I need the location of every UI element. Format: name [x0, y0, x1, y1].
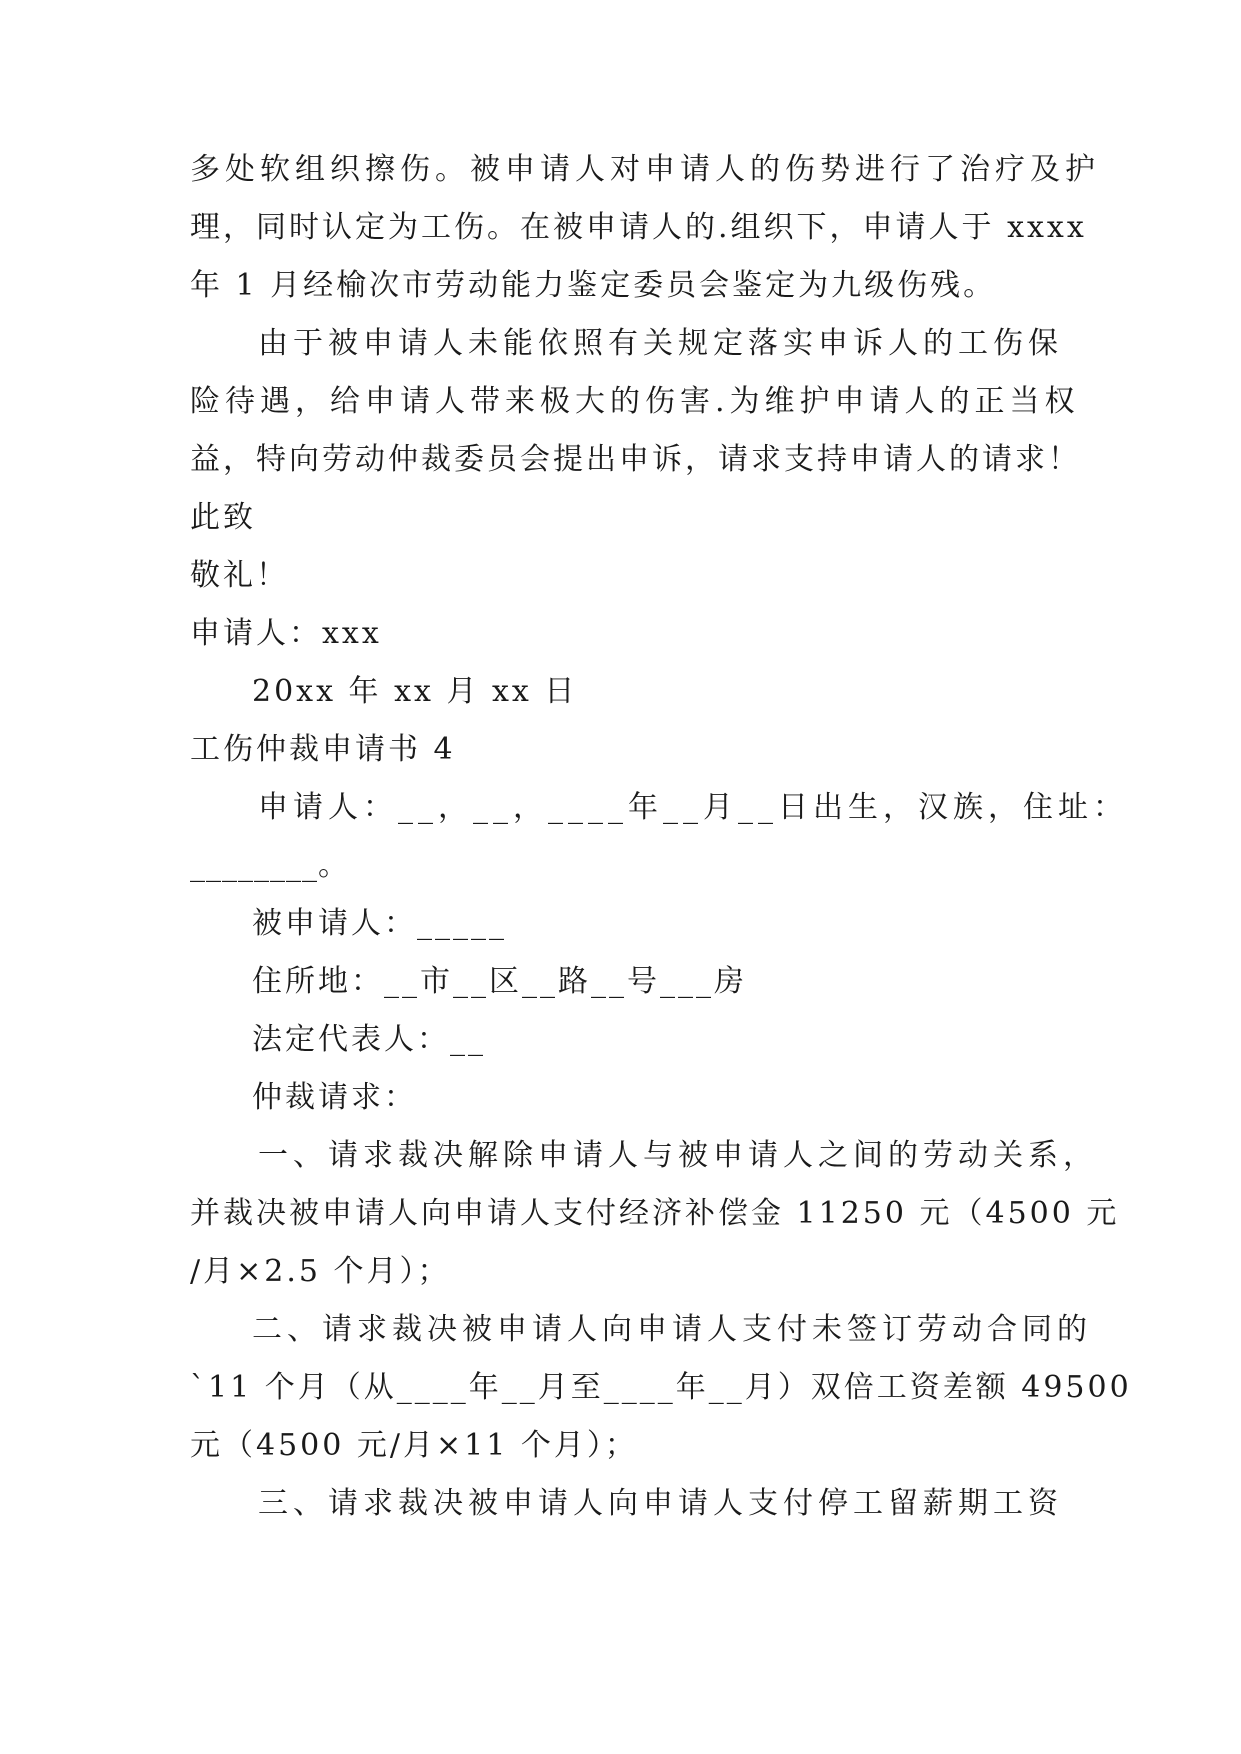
claim-2-line-1: 二、请求裁决被申请人向申请人支付未签订劳动合同的 [252, 1312, 1092, 1347]
text-line-1: 多处软组织擦伤。被申请人对申请人的伤势进行了治疗及护 [190, 152, 1100, 187]
signature-applicant: 申请人：xxx [190, 616, 382, 651]
closing-line-1: 此致 [190, 500, 256, 535]
legal-representative: 法定代表人：__ [252, 1022, 486, 1057]
text-line-2: 理，同时认定为工伤。在被申请人的.组织下，申请人于 xxxx [190, 210, 1087, 245]
respondent-address: 住所地：__市__区__路__号___房 [252, 964, 747, 999]
text-line-4: 由于被申请人未能依照有关规定落实申诉人的工伤保 [258, 326, 1063, 361]
claims-heading: 仲裁请求： [252, 1080, 417, 1115]
text-line-5: 险待遇，给申请人带来极大的伤害.为维护申请人的正当权 [190, 384, 1080, 419]
claim-2-line-3: 元（4500 元/月×11 个月）； [190, 1428, 638, 1463]
claim-3-line-1: 三、请求裁决被申请人向申请人支付停工留薪期工资 [258, 1486, 1063, 1521]
closing-line-2: 敬礼！ [190, 558, 289, 593]
section-title: 工伤仲裁申请书 4 [190, 732, 456, 767]
claim-1-line-3: /月×2.5 个月）； [190, 1254, 451, 1289]
claim-1-line-2: 并裁决被申请人向申请人支付经济补偿金 11250 元（4500 元 [190, 1196, 1120, 1231]
claim-1-line-1: 一、请求裁决解除申请人与被申请人之间的劳动关系， [258, 1138, 1098, 1173]
text-line-6: 益，特向劳动仲裁委员会提出申诉，请求支持申请人的请求！ [190, 442, 1081, 477]
signature-date: 20xx 年 xx 月 xx 日 [252, 674, 578, 709]
applicant-info: 申请人：__，__，____年__月__日出生，汉族，住址： [258, 790, 1128, 825]
respondent-line: 被申请人：_____ [252, 906, 507, 941]
claim-2-line-2: `11 个月（从____年__月至____年__月）双倍工资差额 49500 [190, 1370, 1132, 1405]
applicant-address-blank: ________。 [190, 848, 349, 883]
text-line-3: 年 1 月经榆次市劳动能力鉴定委员会鉴定为九级伤残。 [190, 268, 997, 303]
